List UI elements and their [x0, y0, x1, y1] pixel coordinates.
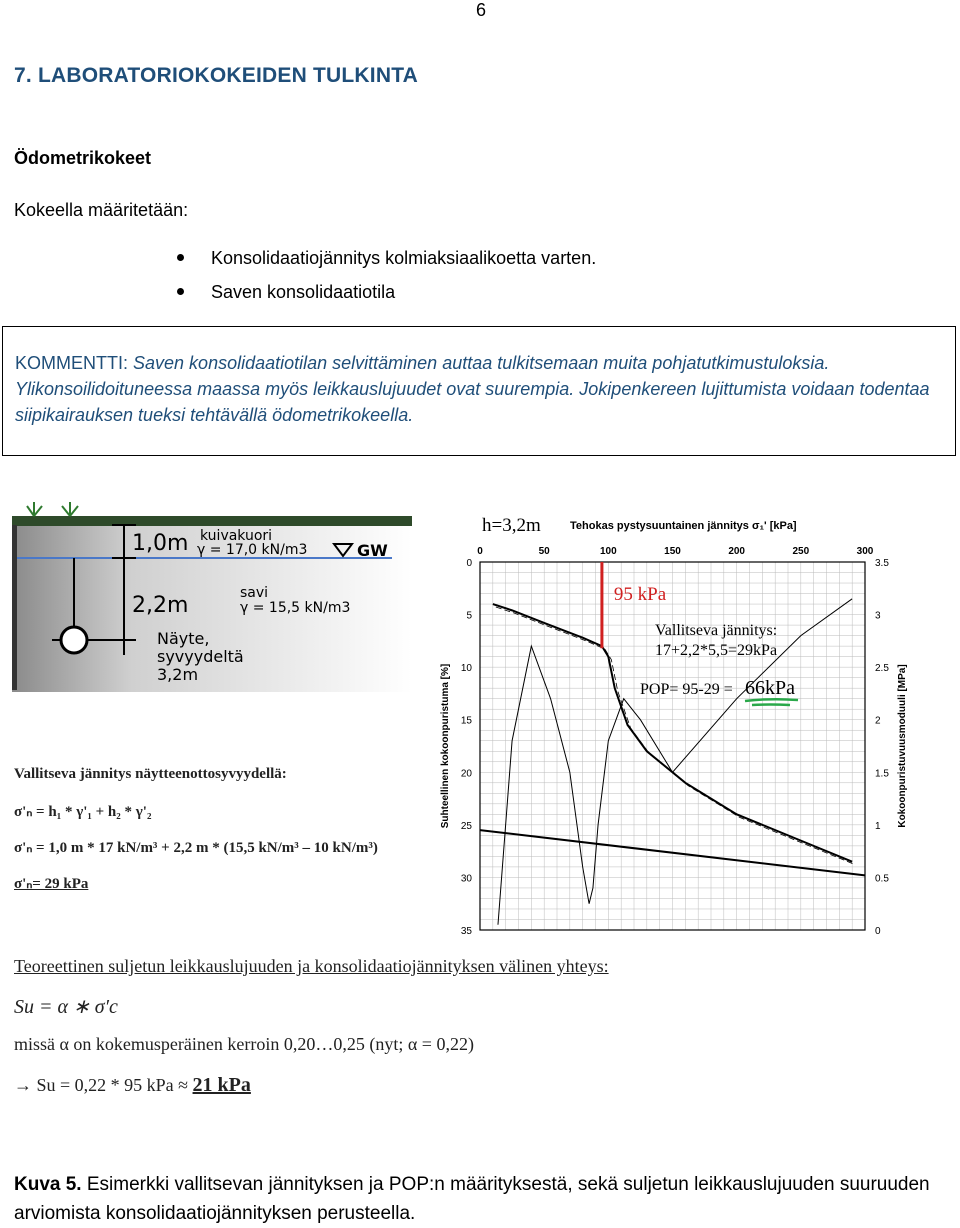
y2-tick-label: 3.5: [875, 558, 889, 569]
layer-2-name: savi: [240, 585, 269, 601]
y-tick-label: 30: [460, 873, 472, 885]
y2-tick-label: 0: [875, 926, 881, 937]
borehole: [12, 525, 17, 690]
depth-label-1: 1,0m: [132, 531, 189, 556]
comment-text-block: [15, 350, 945, 428]
prevailing-calc: 17+2,2*5,5=29kPa: [655, 642, 778, 659]
sample-label: syvyydeltä: [157, 647, 244, 666]
bullet-text: Saven konsolidaatiotila: [211, 282, 396, 302]
theory-result-prefix: → Su = 0,22 * 95 kPa ≈: [14, 1075, 189, 1095]
list-item: [175, 246, 596, 280]
page-number: 6: [476, 0, 487, 20]
x-tick-label: 0: [477, 546, 483, 557]
grass-icon: [27, 502, 78, 516]
y2-tick-label: 1.5: [875, 768, 889, 780]
figure-caption: [14, 1170, 944, 1228]
caption-text: Esimerkki vallitsevan jännityksen ja POP:n määrityksestä, sekä suljetun leikkauslujuuden suuruuden arviomista konsolidaatiojännityksen perusteella.: [14, 1174, 930, 1224]
comment-body: Saven konsolidaatiotilan selvittäminen auttaa tulkitsemaan muita pohjatutkimustuloksia. Ylikonsoilidoituneessa maassa myös leikkauslujuudet ovat suurempia. Jokipenkereen lujittumista voidaan todentaa siipikairauksen tueksi tehtävällä ödometrikokeella.: [15, 353, 930, 425]
y2-tick-label: 2: [875, 715, 881, 727]
x-tick-label: 200: [728, 546, 746, 557]
gw-label: GW: [357, 541, 388, 560]
x-tick-label: 150: [664, 546, 681, 557]
y2-tick-label: 2.5: [875, 663, 889, 675]
y-tick-label: 15: [460, 715, 472, 727]
theory-result-value: 21 kPa: [192, 1074, 251, 1096]
x-tick-label: 300: [856, 546, 874, 557]
y2-tick-label: 1: [875, 820, 881, 832]
y-tick-label: 20: [460, 768, 472, 780]
comment-box: [2, 326, 956, 456]
layer-1-gamma: γ = 17,0 kN/m3: [197, 542, 308, 558]
y2-axis-label: Kokoonpuristuvuusmoduuli [MPa]: [897, 664, 908, 828]
bullet-text: Konsolidaatiojännitys kolmiaksiaalikoetta varten.: [211, 248, 597, 268]
depth-label: h=3,2m: [482, 515, 541, 536]
y-tick-label: 35: [460, 926, 472, 937]
y2-tick-label: 3: [875, 610, 881, 622]
sample-label: 3,2m: [157, 665, 199, 684]
bullet-icon: [177, 254, 184, 261]
bullet-icon: [177, 288, 184, 295]
calc-title: Vallitseva jännitys näytteenottosyvyydellä:: [14, 766, 287, 782]
pop-value: 66kPa: [745, 677, 795, 699]
layer-2-gamma: γ = 15,5 kN/m3: [240, 600, 351, 616]
green-underline-mark: [745, 699, 798, 705]
theory-result: [14, 1074, 251, 1097]
soil-profile-figure: [12, 500, 412, 700]
calc-result: σ'ₙ= 29 kPa: [14, 876, 89, 892]
oedometer-chart: [440, 505, 960, 945]
depth-label-2: 2,2m: [132, 593, 189, 618]
y-tick-label: 25: [460, 820, 472, 832]
bullet-list: [175, 246, 596, 314]
comment-label: KOMMENTTI:: [15, 353, 128, 373]
theory-title: Teoreettinen suljetun leikkauslujuuden ja konsolidaatiojännityksen välinen yhteys:: [14, 956, 609, 976]
calc-eq1: σ'ₙ = h₁ * γ'₁ + h₂ * γ'₂: [14, 804, 152, 820]
pop-text: POP= 95-29 =: [640, 681, 733, 698]
subheading: Ödometrikokeet: [14, 148, 152, 168]
section-title: 7. LABORATORIOKOKEIDEN TULKINTA: [14, 64, 419, 87]
y-tick-label: 10: [460, 663, 472, 675]
theory-formula: Su = α ∗ σ′c: [14, 996, 118, 1018]
list-item: [175, 280, 596, 314]
layer-1-name: kuivakuori: [200, 528, 273, 544]
x-tick-label: 50: [538, 546, 550, 557]
caption-label: Kuva 5.: [14, 1174, 82, 1195]
y-tick-label: 5: [466, 610, 472, 622]
x-tick-label: 100: [599, 546, 617, 557]
y2-tick-label: 0.5: [875, 873, 889, 885]
sample-icon: [61, 627, 87, 653]
sample-label: Näyte,: [157, 629, 210, 648]
intro-text: Kokeella määritetään:: [14, 200, 189, 220]
red-value-label: 95 kPa: [613, 584, 667, 605]
prevailing-title: Vallitseva jännitys:: [655, 622, 778, 639]
theory-explain: missä α on kokemusperäinen kerroin 0,20…0,25 (nyt; α = 0,22): [14, 1034, 474, 1054]
y-axis-label: Suhteellinen kokoonpuristuma [%]: [440, 663, 451, 829]
ground-surface-band: [12, 516, 412, 526]
calc-eq2: σ'ₙ = 1,0 m * 17 kN/m³ + 2,2 m * (15,5 kN/m³ – 10 kN/m³): [14, 840, 378, 856]
x-tick-label: 250: [792, 546, 810, 557]
y-tick-label: 0: [466, 558, 472, 569]
chart-title: Tehokas pystysuuntainen jännitys σ₁' [kPa]: [570, 520, 797, 532]
